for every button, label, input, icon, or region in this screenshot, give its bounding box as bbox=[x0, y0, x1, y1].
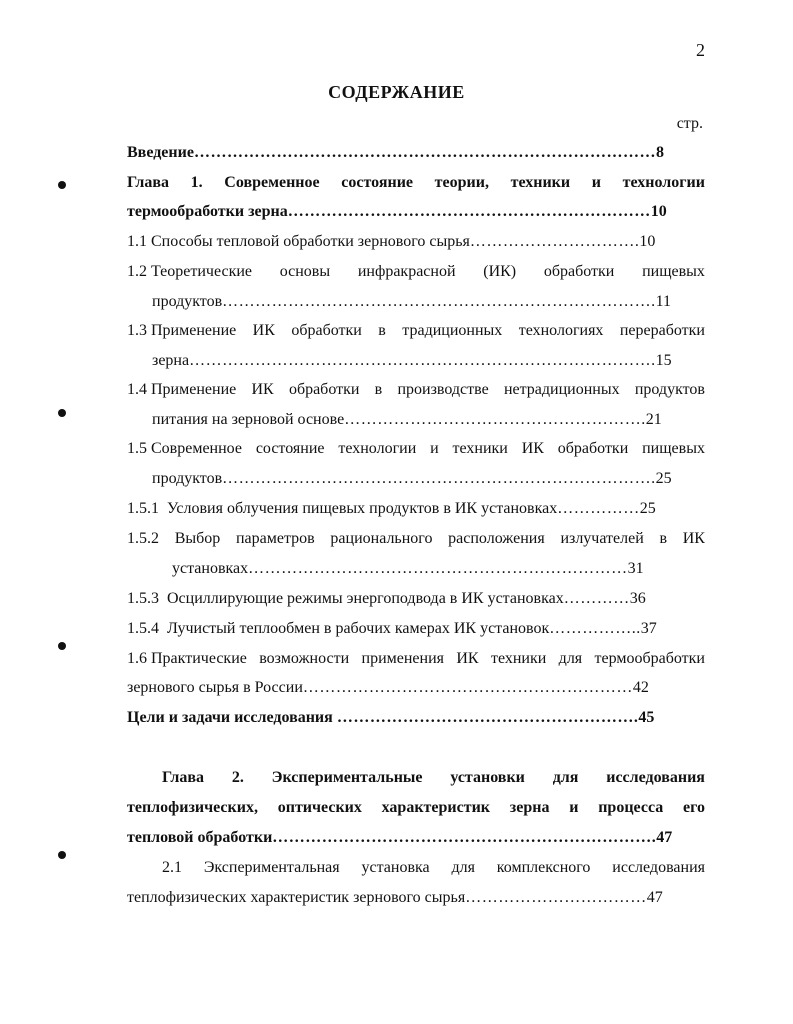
toc-entry-1-5-cont: продуктов…………………………………………………………………….25 bbox=[152, 470, 672, 487]
toc-entry-1-5-2: 1.5.2 Выбор параметров рационального расположения излучателей в ИК bbox=[127, 530, 705, 547]
toc-entry-1-5-4: 1.5.4 Лучистый теплообмен в рабочих камерах ИК установок……………..37 bbox=[127, 620, 657, 637]
toc-entry-2-1: 2.1 Экспериментальная установка для комплексного исследования bbox=[162, 859, 705, 876]
toc-entry-1-5-2-cont: установках……………………………………………………………31 bbox=[172, 560, 644, 577]
toc-entry-1-6-cont: зернового сырья в России……………………………………………………42 bbox=[127, 679, 649, 696]
toc-entry-2-1-cont: теплофизических характеристик зернового сырья……………………………47 bbox=[127, 889, 663, 906]
page-column-label: стр. bbox=[676, 115, 703, 132]
page-title: СОДЕРЖАНИЕ bbox=[328, 82, 465, 102]
toc-entry-1-2: 1.2 Теоретические основы инфракрасной (ИК) обработки пищевых bbox=[127, 263, 705, 280]
toc-entry-1-6: 1.6 Практические возможности применения ИК техники для термообработки bbox=[127, 650, 705, 667]
toc-entry-1-4: 1.4 Применение ИК обработки в производстве нетрадиционных продуктов bbox=[127, 381, 705, 398]
toc-entry-1-2-cont: продуктов…………………………………………………………………….11 bbox=[152, 293, 672, 310]
toc-entry-1-5-3: 1.5.3 Осциллирующие режимы энергоподвода в ИК установках…………36 bbox=[127, 590, 646, 607]
binder-hole-mark bbox=[58, 851, 66, 859]
toc-entry-1-5-1: 1.5.1 Условия облучения пищевых продуктов в ИК установках……………25 bbox=[127, 500, 656, 517]
toc-chapter-1-line2: термообработки зерна…………………………………………………………10 bbox=[127, 203, 667, 220]
toc-entry-1-3-cont: зерна………………………………………………………………………….15 bbox=[152, 352, 672, 369]
toc-entry-1-1: 1.1 Способы тепловой обработки зернового сырья………………………….10 bbox=[127, 233, 656, 250]
toc-chapter-2-line2: теплофизических, оптических характеристик зерна и процесса его bbox=[127, 799, 705, 816]
toc-entry-goals: Цели и задачи исследования ……………………………………………….45 bbox=[127, 709, 655, 726]
binder-hole-mark bbox=[58, 409, 66, 417]
toc-entry-intro: Введение…………………………………………………………………………8 bbox=[127, 144, 664, 161]
page-number: 2 bbox=[696, 40, 705, 60]
binder-hole-mark bbox=[58, 642, 66, 650]
toc-entry-1-3: 1.3 Применение ИК обработки в традиционных технологиях переработки bbox=[127, 322, 705, 339]
toc-entry-1-4-cont: питания на зерновой основе……………………………………………….21 bbox=[152, 411, 662, 428]
toc-chapter-2-heading: Глава 2. Экспериментальные установки для исследования bbox=[162, 769, 705, 786]
toc-chapter-2-line3: тепловой обработки…………………………………………………………….47 bbox=[127, 829, 673, 846]
toc-chapter-1-heading: Глава 1. Современное состояние теории, техники и технологии bbox=[127, 174, 705, 191]
toc-entry-1-5: 1.5 Современное состояние технологии и техники ИК обработки пищевых bbox=[127, 440, 705, 457]
binder-hole-mark bbox=[58, 181, 66, 189]
